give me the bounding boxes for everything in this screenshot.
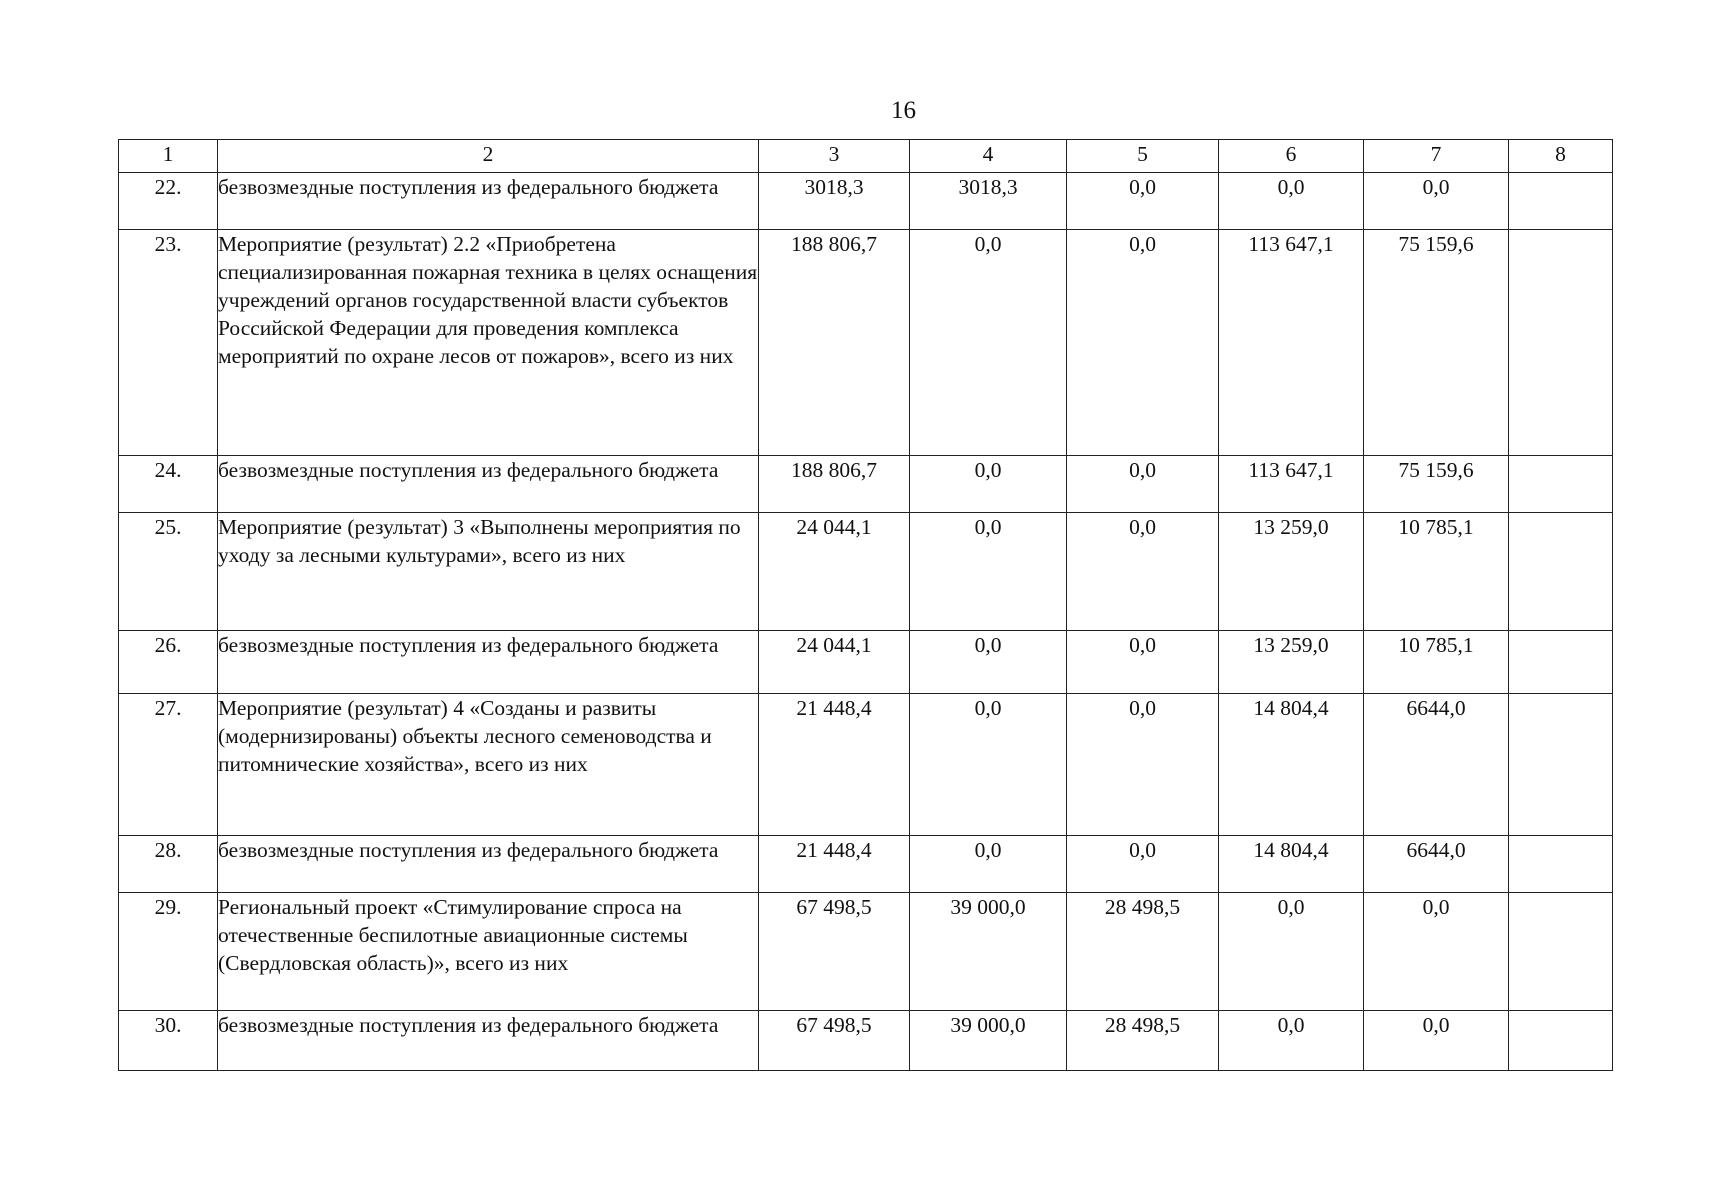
cell-col-6: 0,0 xyxy=(1219,893,1364,1011)
column-header: 3 xyxy=(759,140,910,173)
table-row xyxy=(119,836,1613,893)
column-header: 1 xyxy=(119,140,218,173)
row-label: Мероприятие (результат) 3 «Выполнены мероприятия по уходу за лесными культурами», всего из них xyxy=(218,513,759,631)
cell-col-5: 0,0 xyxy=(1067,694,1219,836)
cell-col-6: 0,0 xyxy=(1219,173,1364,230)
cell-col-4: 3018,3 xyxy=(910,173,1067,230)
cell-col-7: 0,0 xyxy=(1364,893,1509,1011)
cell-col-6: 14 804,4 xyxy=(1219,836,1364,893)
cell-col-4: 39 000,0 xyxy=(910,1011,1067,1071)
cell-col-3: 24 044,1 xyxy=(759,631,910,694)
row-number: 29. xyxy=(119,893,218,1011)
cell-col-7: 6644,0 xyxy=(1364,836,1509,893)
cell-col-5: 0,0 xyxy=(1067,173,1219,230)
row-label: безвозмездные поступления из федерального бюджета xyxy=(218,836,759,893)
table-row xyxy=(119,513,1613,631)
cell-col-7: 6644,0 xyxy=(1364,694,1509,836)
cell-col-3: 67 498,5 xyxy=(759,893,910,1011)
row-number: 25. xyxy=(119,513,218,631)
cell-col-5: 0,0 xyxy=(1067,456,1219,513)
cell-col-7: 75 159,6 xyxy=(1364,230,1509,456)
row-label: Мероприятие (результат) 2.2 «Приобретена специализированная пожарная техника в целях оснащения учреждений органов государственной власти субъектов Российской Федерации для проведения комплекса мероприятий по охране лесов от пожаров», всего из них xyxy=(218,230,759,456)
column-header: 8 xyxy=(1509,140,1613,173)
cell-col-4: 0,0 xyxy=(910,456,1067,513)
row-number: 27. xyxy=(119,694,218,836)
table-row xyxy=(119,173,1613,230)
cell-col-4: 0,0 xyxy=(910,836,1067,893)
column-header: 7 xyxy=(1364,140,1509,173)
row-label: безвозмездные поступления из федерального бюджета xyxy=(218,456,759,513)
cell-col-8 xyxy=(1509,456,1613,513)
cell-col-7: 10 785,1 xyxy=(1364,513,1509,631)
cell-col-5: 0,0 xyxy=(1067,230,1219,456)
cell-col-6: 113 647,1 xyxy=(1219,456,1364,513)
cell-col-6: 0,0 xyxy=(1219,1011,1364,1071)
cell-col-5: 28 498,5 xyxy=(1067,1011,1219,1071)
cell-col-3: 21 448,4 xyxy=(759,694,910,836)
budget-table xyxy=(118,139,1613,1071)
cell-col-8 xyxy=(1509,836,1613,893)
row-number: 22. xyxy=(119,173,218,230)
cell-col-5: 0,0 xyxy=(1067,836,1219,893)
header-row xyxy=(119,140,1613,173)
row-number: 28. xyxy=(119,836,218,893)
cell-col-5: 0,0 xyxy=(1067,513,1219,631)
row-number: 30. xyxy=(119,1011,218,1071)
cell-col-7: 10 785,1 xyxy=(1364,631,1509,694)
cell-col-8 xyxy=(1509,631,1613,694)
cell-col-3: 67 498,5 xyxy=(759,1011,910,1071)
row-label: Мероприятие (результат) 4 «Созданы и развиты (модернизированы) объекты лесного семеноводства и питомнические хозяйства», всего из них xyxy=(218,694,759,836)
cell-col-6: 13 259,0 xyxy=(1219,513,1364,631)
cell-col-6: 113 647,1 xyxy=(1219,230,1364,456)
row-number: 23. xyxy=(119,230,218,456)
column-header: 2 xyxy=(218,140,759,173)
cell-col-3: 3018,3 xyxy=(759,173,910,230)
cell-col-8 xyxy=(1509,694,1613,836)
row-label: безвозмездные поступления из федерального бюджета xyxy=(218,173,759,230)
cell-col-4: 39 000,0 xyxy=(910,893,1067,1011)
table-row xyxy=(119,631,1613,694)
cell-col-7: 75 159,6 xyxy=(1364,456,1509,513)
column-header: 5 xyxy=(1067,140,1219,173)
cell-col-5: 28 498,5 xyxy=(1067,893,1219,1011)
row-number: 26. xyxy=(119,631,218,694)
cell-col-8 xyxy=(1509,893,1613,1011)
row-label: безвозмездные поступления из федерального бюджета xyxy=(218,1011,759,1071)
cell-col-4: 0,0 xyxy=(910,230,1067,456)
page-number: 16 xyxy=(891,97,916,124)
table-row xyxy=(119,456,1613,513)
cell-col-7: 0,0 xyxy=(1364,173,1509,230)
column-header: 6 xyxy=(1219,140,1364,173)
table-row xyxy=(119,230,1613,456)
cell-col-3: 24 044,1 xyxy=(759,513,910,631)
cell-col-4: 0,0 xyxy=(910,694,1067,836)
cell-col-5: 0,0 xyxy=(1067,631,1219,694)
cell-col-8 xyxy=(1509,1011,1613,1071)
cell-col-3: 21 448,4 xyxy=(759,836,910,893)
cell-col-3: 188 806,7 xyxy=(759,230,910,456)
cell-col-8 xyxy=(1509,173,1613,230)
cell-col-8 xyxy=(1509,513,1613,631)
row-number: 24. xyxy=(119,456,218,513)
row-label: безвозмездные поступления из федерального бюджета xyxy=(218,631,759,694)
cell-col-6: 14 804,4 xyxy=(1219,694,1364,836)
table-row xyxy=(119,893,1613,1011)
cell-col-4: 0,0 xyxy=(910,513,1067,631)
cell-col-7: 0,0 xyxy=(1364,1011,1509,1071)
cell-col-8 xyxy=(1509,230,1613,456)
cell-col-3: 188 806,7 xyxy=(759,456,910,513)
cell-col-4: 0,0 xyxy=(910,631,1067,694)
cell-col-6: 13 259,0 xyxy=(1219,631,1364,694)
table-row xyxy=(119,1011,1613,1071)
row-label: Региональный проект «Стимулирование спроса на отечественные беспилотные авиационные системы (Свердловская область)», всего из них xyxy=(218,893,759,1011)
column-header: 4 xyxy=(910,140,1067,173)
table-row xyxy=(119,694,1613,836)
